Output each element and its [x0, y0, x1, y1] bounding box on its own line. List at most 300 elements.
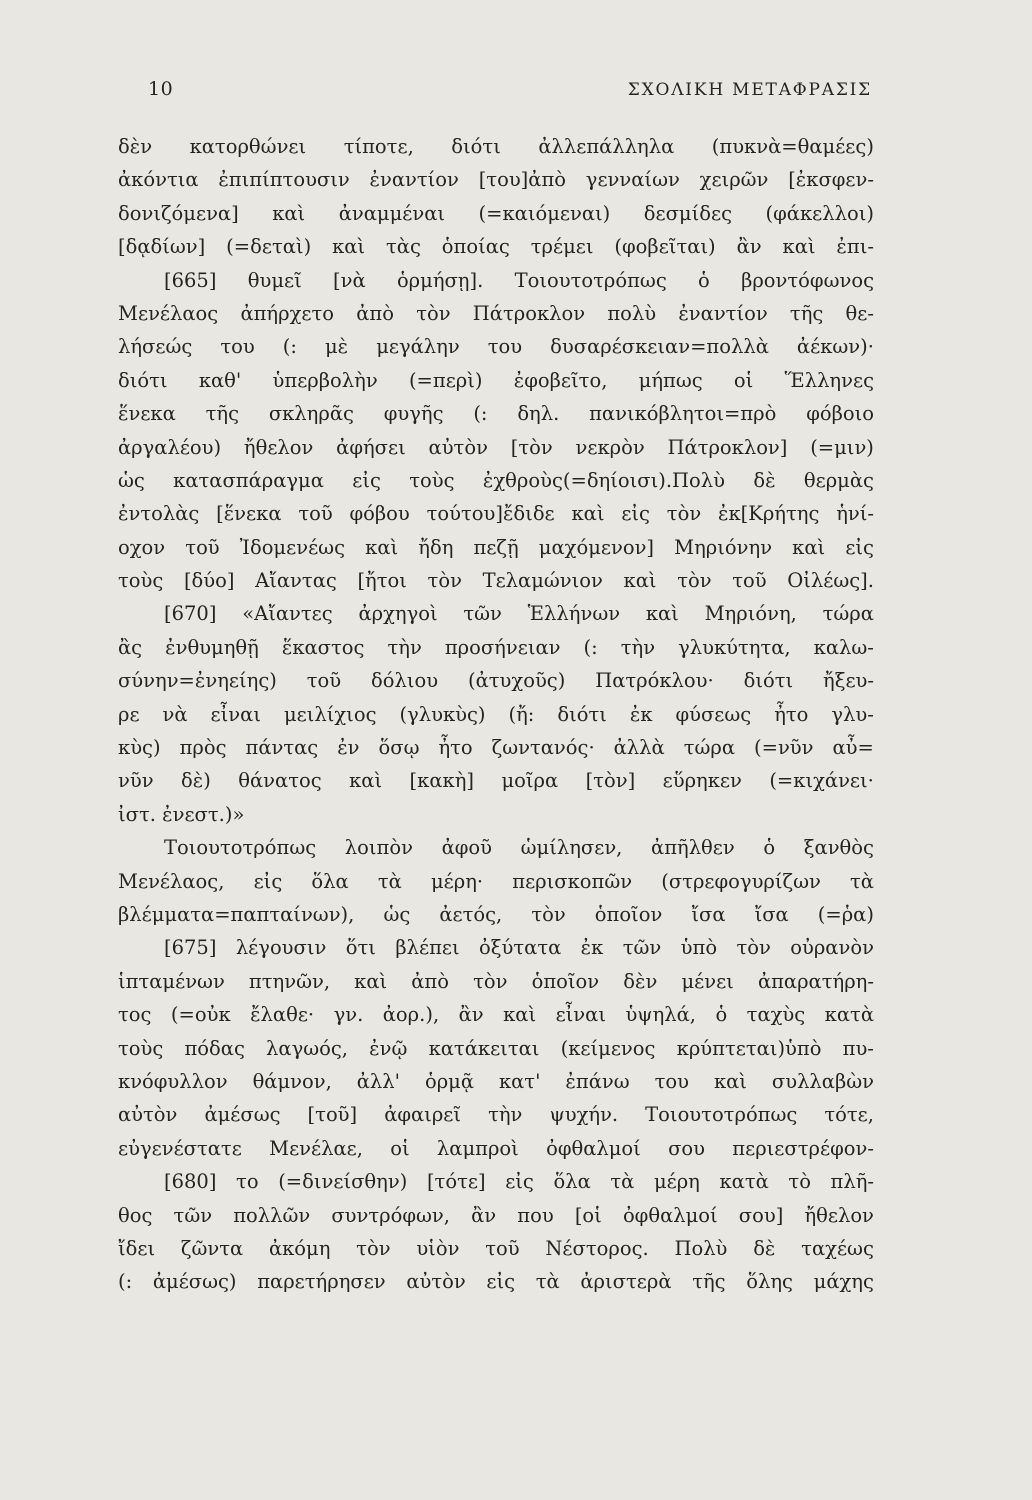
word: Πάτροκλον — [472, 301, 586, 325]
word: ψυχήν. — [549, 1103, 619, 1127]
word: περισκοπῶν — [512, 869, 633, 893]
word: του — [654, 1069, 689, 1093]
word: [τὸν] — [585, 769, 636, 793]
word: ὅλα — [553, 1170, 591, 1194]
text-line — [118, 497, 874, 530]
text-line — [118, 1032, 874, 1065]
word: ἐχθροὺς(=δηίοισι).Πολὺ — [482, 468, 725, 492]
word: κατάκειται — [428, 1036, 540, 1060]
word: (=δεταὶ) — [226, 235, 312, 259]
word: τοῦ — [306, 669, 342, 693]
text-line — [118, 1065, 874, 1098]
word: ὡς — [118, 468, 145, 492]
word: ὀφθαλμοί — [546, 1136, 641, 1160]
word: δὲ) — [181, 769, 211, 793]
running-title: ΣΧΟΛΙΚΗ ΜΕΤΑΦΡΑΣΙΣ — [627, 80, 872, 100]
word: φόβοιο — [806, 402, 874, 426]
word: εἶναι — [555, 1003, 606, 1027]
word: ἀπῆλθεν — [651, 836, 735, 860]
word: τότε, — [824, 1103, 874, 1127]
word: εἰς — [505, 1170, 534, 1194]
word: ἐν — [337, 736, 360, 760]
word: [670] — [164, 602, 217, 626]
word: συντρόφων, — [331, 1203, 450, 1227]
word: τώρα — [822, 602, 874, 626]
word: εἰς — [352, 468, 381, 492]
word: τῆς — [205, 402, 239, 426]
word: λαγωός, — [266, 1036, 348, 1060]
word: ἐκ[Κρήτης — [718, 502, 820, 526]
word: Πολὺ — [674, 1236, 728, 1260]
word: βλέπει — [395, 936, 460, 960]
word: Μηριόνη, — [704, 602, 797, 626]
word: καλω- — [813, 635, 874, 659]
word: (: — [583, 635, 598, 659]
word: ὁ — [698, 268, 710, 292]
word: νῦν — [118, 769, 154, 793]
word: νὰ — [162, 702, 188, 726]
word: ἀετός, — [439, 902, 503, 926]
word: τὸν — [427, 569, 462, 593]
word: πανικόβλητοι=πρὸ — [589, 402, 777, 426]
word: ταχὺς — [746, 1003, 806, 1027]
word: ἦτο — [438, 736, 473, 760]
word: Νέστορος. — [545, 1236, 649, 1260]
word: τοῦ — [298, 502, 333, 526]
word: σου — [668, 1136, 705, 1160]
word: τοὺς — [118, 569, 164, 593]
word: [του]ἀπὸ — [478, 168, 567, 192]
word: ὁποῖον — [594, 902, 663, 926]
word: ἂν — [458, 1003, 484, 1027]
word: ἕκαστος — [281, 635, 365, 659]
word: εἰς — [486, 1270, 516, 1294]
word: θε- — [845, 301, 874, 325]
word: Πάτροκλον] — [667, 435, 788, 459]
word: λαμπροὶ — [436, 1136, 519, 1160]
word: πολὺ — [607, 301, 657, 325]
word: πλῆ- — [830, 1170, 874, 1194]
word: τὰ — [610, 1170, 635, 1194]
word: ἀφαιρεῖ — [384, 1103, 462, 1127]
word: μειλίχιος — [283, 702, 377, 726]
word: (φάκελλοι) — [765, 201, 874, 225]
word: πρὸς — [179, 736, 227, 760]
word: ἐνῷ — [369, 1036, 408, 1060]
word: ἀέκων)· — [796, 335, 874, 359]
word: τὸν — [416, 301, 451, 325]
text-line — [118, 297, 874, 330]
word: ἀπὸ — [356, 301, 394, 325]
word: τος — [118, 1003, 152, 1027]
word: τὴν — [620, 635, 656, 659]
word: πεζῇ — [473, 535, 519, 559]
word: δὲ — [753, 1236, 776, 1260]
word: αὐτὸν — [406, 1270, 466, 1294]
word: οχον — [118, 535, 166, 559]
text-line — [118, 998, 874, 1031]
word: ἤξευ- — [823, 669, 874, 693]
text-line — [118, 831, 874, 864]
word: ὅτι — [345, 936, 376, 960]
word: (στρεφογυρίζων — [661, 869, 821, 893]
word: ἔλαθε· — [250, 1003, 315, 1027]
word: ζῶντα — [180, 1236, 244, 1260]
word: Πατρόκλου· — [595, 669, 714, 693]
word: ἀριστερὰ — [580, 1270, 672, 1294]
word: (ἀτυχοῦς) — [467, 669, 566, 693]
word: καὶ — [645, 602, 679, 626]
word: (=νῦν — [754, 736, 814, 760]
word: ὀφθαλμοί — [622, 1203, 718, 1227]
word: καὶ — [349, 769, 383, 793]
word: εὐγενέστατε — [118, 1136, 242, 1160]
word: σου] — [738, 1203, 784, 1227]
word: διότι — [118, 368, 168, 392]
word: τὰ — [850, 869, 874, 893]
word: του — [220, 335, 255, 359]
word: ὁ — [763, 836, 776, 860]
word: ὅλα — [311, 869, 349, 893]
word: ἀργαλέου) — [118, 435, 222, 459]
word: (ἤ: — [508, 702, 535, 726]
word: γενναίων — [585, 168, 680, 192]
word: Μενέλαος — [118, 301, 219, 325]
text-line — [118, 264, 874, 297]
text-line — [118, 731, 874, 764]
word: δὲν — [623, 969, 658, 993]
word: ἀφήσει — [336, 435, 406, 459]
word: ἀλλεπάλληλα — [538, 135, 675, 158]
word: λήσεώς — [118, 335, 193, 359]
word: ἐπι- — [836, 235, 874, 259]
word: (=οὐκ — [170, 1003, 231, 1027]
text-line: ἰστ. ἐνεστ.)» — [118, 802, 245, 826]
word: λοιπὸν — [344, 836, 413, 860]
text-line — [118, 431, 874, 464]
word: [675] — [164, 936, 217, 960]
word: καὶ — [354, 969, 388, 993]
text-line — [118, 397, 874, 430]
word: του — [487, 335, 523, 359]
word: αὖ= — [832, 736, 874, 760]
text-line — [118, 664, 874, 697]
word: τίποτε, — [343, 135, 414, 158]
word: κνόφυλλον — [118, 1069, 228, 1093]
word: ἐναντίον — [678, 301, 768, 325]
word: ἂν — [736, 235, 762, 259]
word: προσήνειαν — [444, 635, 561, 659]
word: ἦτο — [774, 702, 809, 726]
word: ρε — [118, 702, 140, 726]
word: μὲ — [325, 335, 349, 359]
word: διότι — [451, 135, 501, 158]
word: τοῦ — [485, 1236, 520, 1260]
text-line — [118, 931, 874, 964]
word: μέρη — [653, 1170, 700, 1194]
word: (: — [473, 402, 488, 426]
word: ὁποῖον — [531, 969, 600, 993]
text-line — [118, 631, 874, 664]
word: εἰς — [845, 535, 874, 559]
word: Οἰλέως]. — [787, 569, 874, 593]
word: ὑπὸ — [680, 936, 718, 960]
word: [ἐκσφεν- — [788, 168, 874, 192]
word: (γλυκὺς) — [399, 702, 486, 726]
word: ἐπάνω — [565, 1069, 630, 1093]
word: θάμνον, — [252, 1069, 332, 1093]
word: κατὰ — [719, 1170, 769, 1194]
word: τρέμει — [530, 235, 594, 259]
word: (φοβεῖται) — [614, 235, 716, 259]
word: θος — [118, 1203, 153, 1227]
word: τὴν — [387, 635, 422, 659]
word: δονιζόμενα] — [118, 201, 239, 225]
word: καὶ — [792, 535, 826, 559]
word: πολλῶν — [233, 1203, 311, 1227]
word: δυσαρέσκειαν=πολλὰ — [550, 335, 769, 359]
word: ὡς — [383, 902, 411, 926]
word: ἀπαρατήρη- — [757, 969, 874, 993]
word: ἀναμμέναι — [338, 201, 446, 225]
word: πάντας — [245, 736, 319, 760]
word: ὅσῳ — [378, 736, 420, 760]
word: ἱπταμένων — [118, 969, 225, 993]
word: [δᾳδίων] — [118, 235, 206, 259]
word: ὁρμήσῃ]. — [396, 268, 484, 292]
word: διότι — [743, 669, 794, 693]
text-line — [118, 1265, 874, 1298]
word: [δύο] — [183, 569, 235, 593]
text-line — [118, 1132, 874, 1165]
word: [τοῦ] — [307, 1103, 358, 1127]
text-line — [118, 1098, 874, 1131]
word: θερμὰς — [803, 468, 874, 492]
word: τὸ — [788, 1170, 811, 1194]
word: [680] — [164, 1170, 217, 1194]
word: τοῦ — [732, 569, 767, 593]
word: μήπως — [638, 368, 703, 392]
word: τὸν — [666, 502, 702, 526]
word: (πυκνὰ=θαμέες) — [711, 135, 874, 158]
word: κατὰ — [824, 1003, 874, 1027]
word: περιεστρέφον- — [732, 1136, 874, 1160]
text-line — [118, 898, 874, 931]
word: μοῖρα — [501, 769, 559, 793]
word: ἤθελον — [243, 435, 314, 459]
word: βροντόφωνος — [741, 268, 874, 292]
word: καὶ — [782, 235, 816, 259]
word: ἡνί- — [836, 502, 874, 526]
word: τοὺς — [118, 1036, 164, 1060]
word: ζωντανός· — [491, 736, 595, 760]
word: υἱὸν — [416, 1236, 460, 1260]
word: νεκρὸν — [575, 435, 645, 459]
word: τῆς — [692, 1270, 726, 1294]
word: χειρῶν — [699, 168, 769, 192]
word: (κείμενος — [560, 1036, 656, 1060]
word: ἀμέσως) — [152, 1270, 237, 1294]
text-line — [118, 230, 874, 263]
word: καὶ — [571, 502, 605, 526]
text-line — [118, 1199, 874, 1232]
word: Ἑλλήνων — [527, 602, 621, 626]
word: τῶν — [463, 602, 502, 626]
word: δόλιου — [371, 669, 439, 693]
word: ἤθελον — [804, 1203, 874, 1227]
word: ἀλλὰ — [613, 736, 665, 760]
word: δεσμίδες — [643, 201, 733, 225]
word: θάνατος — [238, 769, 322, 793]
word: μαχόμενον] — [538, 535, 655, 559]
word: ἕνεκα — [118, 402, 176, 426]
word: [οἱ — [574, 1203, 602, 1227]
word: ξανθὸς — [803, 836, 874, 860]
word: Μενέλαε, — [269, 1136, 363, 1160]
word: δὲν — [118, 135, 153, 158]
word: φόβου — [349, 502, 410, 526]
word: ὅλης — [746, 1270, 793, 1294]
word: (=κιχάνει· — [769, 769, 874, 793]
text-line — [118, 531, 874, 564]
word: μέρη· — [430, 869, 484, 893]
word: πόδας — [184, 1036, 245, 1060]
word: που — [517, 1203, 554, 1227]
word: ἀορ.), — [382, 1003, 440, 1027]
word: Ἰδομενέως — [239, 535, 345, 559]
word: ἀρχηγοὶ — [358, 602, 438, 626]
word: ἐνθυμηθῇ — [165, 635, 259, 659]
word: γν. — [333, 1003, 364, 1027]
word: ἀπήρχετο — [240, 301, 335, 325]
word: πυ- — [842, 1036, 874, 1060]
word: [νὰ — [333, 268, 366, 292]
word: τὴν — [488, 1103, 523, 1127]
word: [ἕνεκα — [216, 502, 282, 526]
word: τῶν — [173, 1203, 213, 1227]
word: τὸν — [531, 902, 566, 926]
word: [665] — [164, 268, 217, 292]
text-line — [118, 130, 874, 163]
word: αὐτὸν — [118, 1103, 178, 1127]
word: (: — [282, 335, 297, 359]
word: καὶ — [365, 535, 399, 559]
body-text — [118, 130, 874, 1299]
word: (=καιόμεναι) — [478, 201, 611, 225]
word: καὶ — [713, 1069, 747, 1093]
word: ἀκόντια — [118, 168, 199, 192]
word: ἀκόμη — [268, 1236, 331, 1260]
word: Μηριόνην — [674, 535, 773, 559]
text-line — [118, 597, 874, 630]
word: ἴσα — [691, 902, 726, 926]
word: οὐρανὸν — [790, 936, 874, 960]
word: ἐντολὰς — [118, 502, 200, 526]
word: ἐναντίον — [369, 168, 459, 192]
word: ἂς — [118, 635, 143, 659]
word: (=ῥα) — [817, 902, 874, 926]
word: ἐκ — [629, 702, 653, 726]
word: ἤδη — [418, 535, 454, 559]
word: εὕρηκεν — [662, 769, 742, 793]
word: πτηνῶν, — [248, 969, 331, 993]
word: κατορθώνει — [189, 135, 307, 158]
word: τὸν — [736, 936, 771, 960]
word: καὶ — [623, 569, 657, 593]
text-line — [118, 564, 874, 597]
text-line — [118, 1232, 874, 1265]
word: ταχέως — [801, 1236, 874, 1260]
word: εἰς — [253, 869, 283, 893]
text-line — [118, 698, 874, 731]
word: (=περὶ) — [408, 368, 483, 392]
word: Ἕλληνες — [784, 368, 874, 392]
word: ἐπιπίπτουσιν — [218, 168, 350, 192]
word: ὀξύτατα — [479, 936, 562, 960]
word: Τοιουτοτρόπως — [164, 836, 317, 860]
word: Τοιουτοτρόπως — [645, 1103, 798, 1127]
text-line — [118, 464, 874, 497]
page-number: 10 — [148, 78, 174, 100]
word: τοῦ — [185, 535, 220, 559]
word: Μενέλαος, — [118, 869, 225, 893]
word: βλέμματα=παπταίνων), — [118, 902, 355, 926]
word: καὶ — [272, 201, 306, 225]
word: (=μιν) — [810, 435, 874, 459]
word: γλυ- — [831, 702, 874, 726]
word: παρετήρησεν — [257, 1270, 386, 1294]
word: ἴδει — [118, 1236, 156, 1260]
text-line — [118, 364, 874, 397]
word: ἐφοβεῖτο, — [513, 368, 608, 392]
word: ἴσα — [754, 902, 789, 926]
word: εἰς — [621, 502, 650, 526]
word: ἀπὸ — [411, 969, 449, 993]
word: Αἴαντας — [255, 569, 337, 593]
word: ὁποίας — [441, 235, 510, 259]
word: τώρα — [683, 736, 736, 760]
word: κρύπτεται)ὑπὸ — [676, 1036, 822, 1060]
word: καὶ — [503, 1003, 537, 1027]
word: (=δινείσθην) — [278, 1170, 408, 1194]
text-line — [118, 965, 874, 998]
word: φυγῆς — [383, 402, 444, 426]
word: ἀφοῦ — [441, 836, 493, 860]
word: τὸν — [473, 969, 508, 993]
word: καὶ — [332, 235, 366, 259]
word: κατασπάραγμα — [173, 468, 324, 492]
word: ἀμέσως — [204, 1103, 281, 1127]
text-line — [118, 1165, 874, 1198]
word: Τοιουτοτρόπως — [514, 268, 667, 292]
word: ὑπερβολὴν — [272, 368, 378, 392]
word: [κακὴ] — [409, 769, 474, 793]
word: τὰ — [535, 1270, 560, 1294]
word: [τότε] — [426, 1170, 486, 1194]
word: αὐτὸν — [428, 435, 488, 459]
word: θυμεῖ — [247, 268, 302, 292]
text-line — [118, 197, 874, 230]
word: κὺς) — [118, 736, 161, 760]
word: γλυκύτητα, — [678, 635, 791, 659]
word: [ἤτοι — [357, 569, 407, 593]
word: ἂν — [471, 1203, 497, 1227]
word: τὰς — [386, 235, 421, 259]
text-line — [118, 865, 874, 898]
word: τῶν — [622, 936, 662, 960]
word: σύνην=ἐνηείης) — [118, 669, 277, 693]
word: Τελαμώνιον — [482, 569, 603, 593]
